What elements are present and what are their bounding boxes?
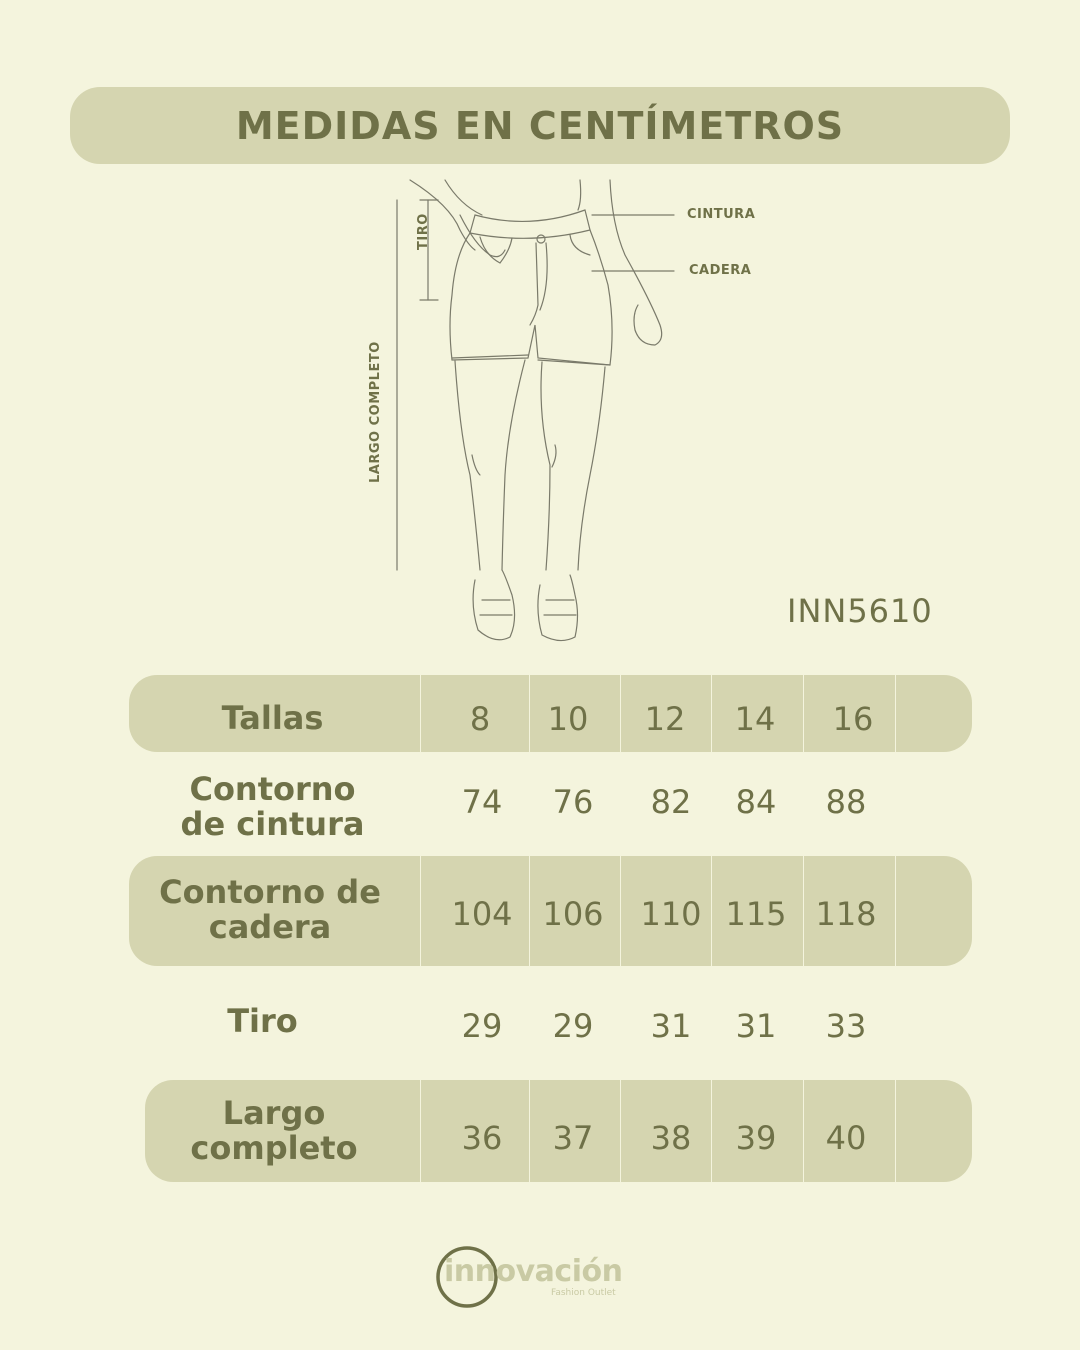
table-cell: 29 — [461, 1007, 503, 1045]
label-tiro: TIRO — [416, 213, 431, 250]
table-cell: 84 — [735, 783, 777, 821]
table-cell: 33 — [825, 1007, 867, 1045]
table-cell: 31 — [735, 1007, 777, 1045]
table-cell: 106 — [542, 895, 604, 933]
row-label-contorno-cintura: Contorno de cintura — [180, 770, 365, 843]
table-cell: 29 — [552, 1007, 594, 1045]
table-cell: 16 — [832, 700, 874, 738]
shorts-measurement-illustration — [360, 175, 780, 655]
table-cell: 118 — [815, 895, 877, 933]
table-cell: 76 — [552, 783, 594, 821]
row-label-tiro: Tiro — [227, 1002, 298, 1040]
table-cell: 31 — [650, 1007, 692, 1045]
table-cell: 110 — [640, 895, 702, 933]
label-largo-completo: LARGO COMPLETO — [368, 341, 383, 483]
brand-wordmark: innovación — [444, 1254, 623, 1289]
row-label-tallas: Tallas — [221, 699, 324, 737]
table-cell: 8 — [469, 700, 491, 738]
table-cell: 104 — [451, 895, 513, 933]
row-label-contorno-cadera: Contorno de cadera — [159, 873, 381, 946]
table-cell: 82 — [650, 783, 692, 821]
table-cell: 38 — [650, 1119, 692, 1157]
page-title: MEDIDAS EN CENTÍMETROS — [235, 103, 845, 148]
row-label-largo-completo: Largo completo — [190, 1094, 358, 1167]
table-cell: 88 — [825, 783, 867, 821]
model-code: INN5610 — [787, 592, 933, 630]
table-cell: 74 — [461, 783, 503, 821]
table-cell: 40 — [825, 1119, 867, 1157]
label-cintura: CINTURA — [687, 207, 756, 222]
table-cell: 12 — [644, 700, 686, 738]
table-cell: 10 — [547, 700, 589, 738]
title-banner — [70, 87, 1010, 164]
table-cell: 36 — [461, 1119, 503, 1157]
table-cell: 37 — [552, 1119, 594, 1157]
brand-tagline: Fashion Outlet — [551, 1288, 616, 1298]
table-cell: 115 — [725, 895, 787, 933]
label-cadera: CADERA — [689, 263, 752, 278]
table-cell: 39 — [735, 1119, 777, 1157]
table-cell: 14 — [734, 700, 776, 738]
brand-logo — [436, 1246, 636, 1312]
